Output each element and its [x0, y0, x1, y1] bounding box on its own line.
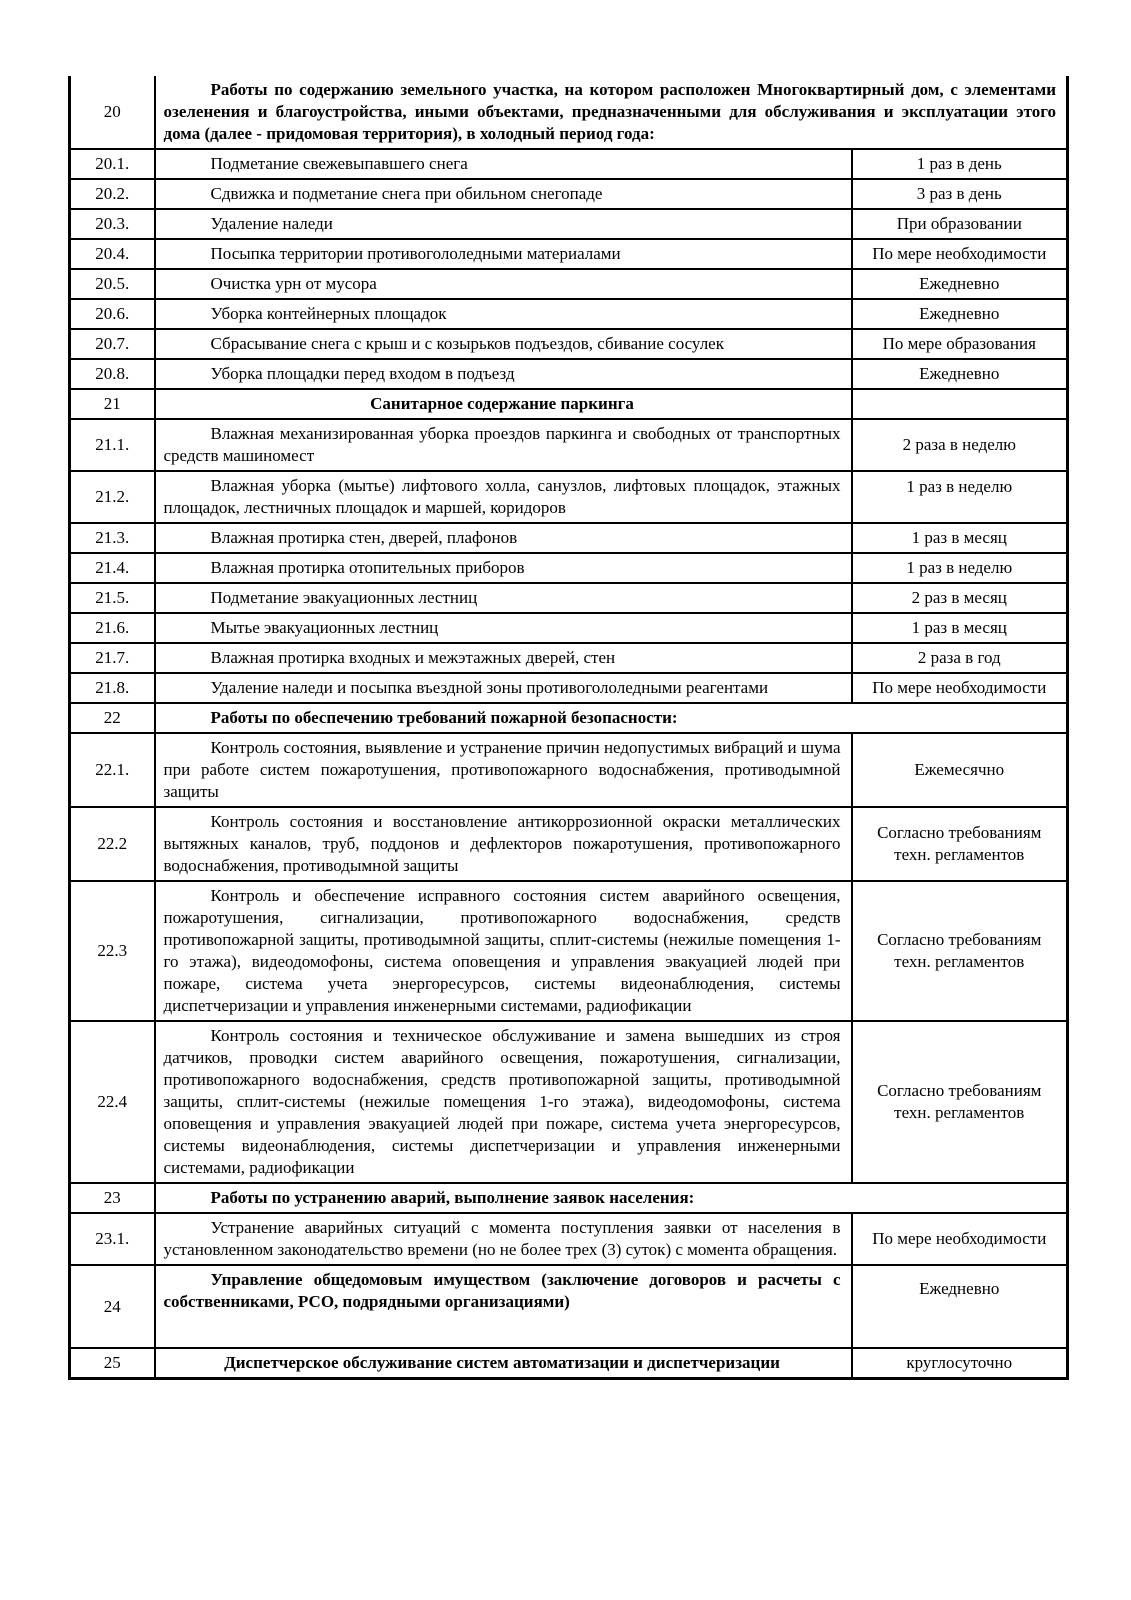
table-row [70, 471, 1068, 523]
frequency-cell: 3 раз в день [852, 179, 1068, 209]
frequency-cell: 1 раз в неделю [852, 553, 1068, 583]
table-row [70, 643, 1068, 673]
row-number-cell: 20 [70, 76, 155, 149]
row-number-cell: 20.5. [70, 269, 155, 299]
table-row [70, 703, 1068, 733]
maintenance-schedule-table [68, 76, 1069, 1380]
row-number-cell: 22.2 [70, 807, 155, 881]
work-description-cell: Уборка площадки перед входом в подъезд [155, 359, 852, 389]
work-description-cell: Влажная механизированная уборка проездов паркинга и свободных от транспортных средств машиномест [155, 419, 852, 471]
row-number-cell: 23.1. [70, 1213, 155, 1265]
frequency-cell: 2 раза в неделю [852, 419, 1068, 471]
table-row [70, 419, 1068, 471]
table-row [70, 583, 1068, 613]
table-row [70, 1265, 1068, 1348]
row-number-cell: 22 [70, 703, 155, 733]
frequency-cell: Ежедневно [852, 359, 1068, 389]
table-row [70, 1021, 1068, 1183]
work-description-cell: Управление общедомовым имуществом (заключение договоров и расчеты с собственниками, РСО, подрядными организациями) [155, 1265, 852, 1348]
row-number-cell: 21.2. [70, 471, 155, 523]
row-number-cell: 24 [70, 1265, 155, 1348]
work-description-cell: Удаление наледи и посыпка въездной зоны противогололедными реагентами [155, 673, 852, 703]
frequency-cell: 1 раз в месяц [852, 523, 1068, 553]
work-description-cell: Посыпка территории противогололедными материалами [155, 239, 852, 269]
work-description-cell: Уборка контейнерных площадок [155, 299, 852, 329]
row-number-cell: 23 [70, 1183, 155, 1213]
frequency-cell: По мере образования [852, 329, 1068, 359]
row-number-cell: 20.4. [70, 239, 155, 269]
frequency-cell: Ежедневно [852, 1265, 1068, 1348]
row-number-cell: 22.1. [70, 733, 155, 807]
table-row [70, 613, 1068, 643]
frequency-cell: Ежедневно [852, 299, 1068, 329]
frequency-cell: При образовании [852, 209, 1068, 239]
frequency-cell: Ежемесячно [852, 733, 1068, 807]
row-number-cell: 21 [70, 389, 155, 419]
work-description-cell: Устранение аварийных ситуаций с момента поступления заявки от населения в установленном законодательство времени (но не более трех (3) суток) с момента обращения. [155, 1213, 852, 1265]
work-description-cell: Работы по устранению аварий, выполнение заявок населения: [155, 1183, 1068, 1213]
table-row [70, 269, 1068, 299]
table-row [70, 523, 1068, 553]
frequency-cell: Ежедневно [852, 269, 1068, 299]
row-number-cell: 20.3. [70, 209, 155, 239]
table-row [70, 881, 1068, 1021]
frequency-cell: По мере необходимости [852, 673, 1068, 703]
frequency-cell: 1 раз в месяц [852, 613, 1068, 643]
work-description-cell: Сбрасывание снега с крыш и с козырьков подъездов, сбивание сосулек [155, 329, 852, 359]
work-description-cell: Контроль состояния и техническое обслуживание и замена вышедших из строя датчиков, проводки систем аварийного освещения, пожаротушения, сигнализации, противопожарного водоснабжения, средств противопожарной защиты, противодымной защиты, сплит-системы (нежилые помещения 1-го этажа), видеодомофоны, система оповещения и управления эвакуацией людей при пожаре, система учета энергоресурсов, системы видеонаблюдения, системы диспетчеризации и управления инженерными системами, радиофикации [155, 1021, 852, 1183]
table-row [70, 76, 1068, 149]
work-description-cell: Работы по содержанию земельного участка, на котором расположен Многоквартирный дом, с элементами озеленения и благоустройства, иными объектами, предназначенными для обслуживания и эксплуатации этого дома (далее - придомовая территория), в холодный период года: [155, 76, 1068, 149]
frequency-cell: 2 раз в месяц [852, 583, 1068, 613]
work-description-cell: Контроль состояния, выявление и устранение причин недопустимых вибраций и шума при работе систем пожаротушения, противопожарного водоснабжения, противодымной защиты [155, 733, 852, 807]
row-number-cell: 21.7. [70, 643, 155, 673]
row-number-cell: 21.4. [70, 553, 155, 583]
table-row [70, 209, 1068, 239]
row-number-cell: 20.7. [70, 329, 155, 359]
work-description-cell: Подметание свежевыпавшего снега [155, 149, 852, 179]
frequency-cell: Согласно требованиям техн. регламентов [852, 1021, 1068, 1183]
table-row [70, 389, 1068, 419]
frequency-cell: По мере необходимости [852, 239, 1068, 269]
table-row [70, 329, 1068, 359]
work-description-cell: Диспетчерское обслуживание систем автоматизации и диспетчеризации [155, 1348, 852, 1379]
table-row [70, 1348, 1068, 1379]
work-description-cell: Контроль и обеспечение исправного состояния систем аварийного освещения, пожаротушения, сигнализации, противопожарного водоснабжения, средств противопожарной защиты, противодымной защиты, сплит-системы (нежилые помещения 1-го этажа), видеодомофоны, система оповещения и управления эвакуацией людей при пожаре, система учета энергоресурсов, системы видеонаблюдения, системы диспетчеризации и управления инженерными системами, радиофикации [155, 881, 852, 1021]
work-description-cell: Мытье эвакуационных лестниц [155, 613, 852, 643]
table-row [70, 807, 1068, 881]
work-description-cell: Очистка урн от мусора [155, 269, 852, 299]
table-row [70, 1183, 1068, 1213]
frequency-cell [852, 389, 1068, 419]
table-row [70, 359, 1068, 389]
table-row [70, 149, 1068, 179]
work-description-cell: Влажная протирка стен, дверей, плафонов [155, 523, 852, 553]
table-row [70, 673, 1068, 703]
table-row [70, 1213, 1068, 1265]
work-description-cell: Сдвижка и подметание снега при обильном снегопаде [155, 179, 852, 209]
work-description-cell: Удаление наледи [155, 209, 852, 239]
row-number-cell: 21.5. [70, 583, 155, 613]
row-number-cell: 21.3. [70, 523, 155, 553]
frequency-cell: По мере необходимости [852, 1213, 1068, 1265]
table-row [70, 299, 1068, 329]
table-row [70, 179, 1068, 209]
row-number-cell: 21.6. [70, 613, 155, 643]
row-number-cell: 21.1. [70, 419, 155, 471]
frequency-cell: Согласно требованиям техн. регламентов [852, 881, 1068, 1021]
row-number-cell: 20.2. [70, 179, 155, 209]
row-number-cell: 21.8. [70, 673, 155, 703]
row-number-cell: 20.1. [70, 149, 155, 179]
row-number-cell: 20.6. [70, 299, 155, 329]
work-description-cell: Контроль состояния и восстановление антикоррозионной окраски металлических вытяжных каналов, труб, поддонов и дефлекторов пожаротушения, противопожарного водоснабжения, противодымной защиты [155, 807, 852, 881]
frequency-cell: Согласно требованиям техн. регламентов [852, 807, 1068, 881]
table-row [70, 239, 1068, 269]
frequency-cell: 1 раз в день [852, 149, 1068, 179]
row-number-cell: 22.4 [70, 1021, 155, 1183]
work-description-cell: Работы по обеспечению требований пожарной безопасности: [155, 703, 1068, 733]
table-body [70, 76, 1068, 1379]
work-description-cell: Влажная уборка (мытье) лифтового холла, санузлов, лифтовых площадок, этажных площадок, лестничных площадок и маршей, коридоров [155, 471, 852, 523]
frequency-cell: 2 раза в год [852, 643, 1068, 673]
frequency-cell: круглосуточно [852, 1348, 1068, 1379]
row-number-cell: 22.3 [70, 881, 155, 1021]
work-description-cell: Санитарное содержание паркинга [155, 389, 852, 419]
work-description-cell: Влажная протирка входных и межэтажных дверей, стен [155, 643, 852, 673]
work-description-cell: Влажная протирка отопительных приборов [155, 553, 852, 583]
table-row [70, 733, 1068, 807]
table-row [70, 553, 1068, 583]
work-description-cell: Подметание эвакуационных лестниц [155, 583, 852, 613]
frequency-cell: 1 раз в неделю [852, 471, 1068, 523]
row-number-cell: 20.8. [70, 359, 155, 389]
row-number-cell: 25 [70, 1348, 155, 1379]
